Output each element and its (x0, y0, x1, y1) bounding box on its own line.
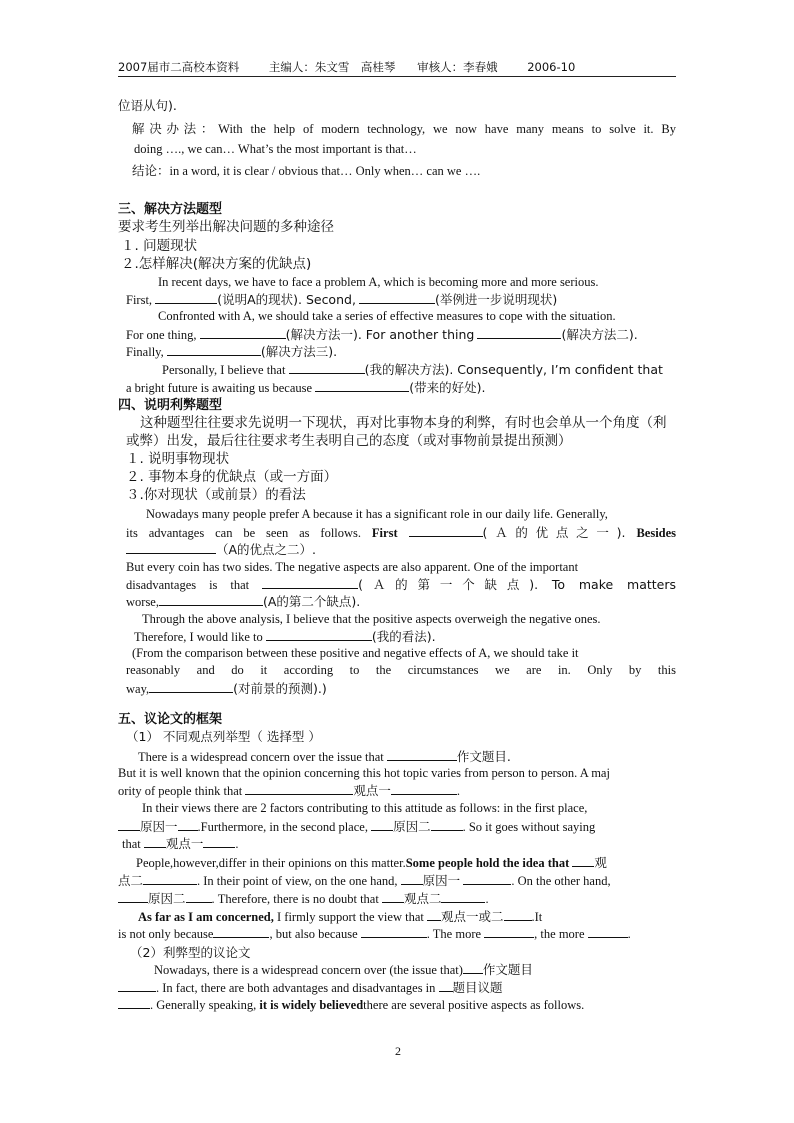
header-title: 2007届市二高校本资料 (118, 60, 240, 74)
text-line: . Generally speaking, it is widely believedthere are several positive aspects as follows. (118, 997, 676, 1014)
list-item: １. 说明事物现状 (126, 451, 230, 467)
text-line: For one thing, (解决方法一). For another thing (解决方法二). (126, 327, 638, 342)
text-line: People,however,differ in their opinions on this matter.Some people hold the idea that 观 (136, 855, 607, 870)
subsection-heading: （2）利弊型的议论文 (130, 945, 251, 960)
text-line: its advantages can be seen as follows. First (Ａ的优点之一). Besides (126, 525, 677, 540)
text-line: Nowadays many people prefer A because it has a significant role in our daily life. Generally, (146, 507, 608, 521)
text-line: As far as I am concerned, I firmly support the view that 观点一或二 .It (138, 909, 543, 924)
text-line: But every coin has two sides. The negative aspects are also apparent. One of the important (126, 560, 579, 574)
text-line: that 观点一 . (122, 836, 239, 851)
text-line: reasonably and do it according to the circumstances we are in. Only by this (126, 663, 676, 677)
text-line: Through the above analysis, I believe that the positive aspects overweigh the negative ones. (142, 612, 601, 626)
subsection-heading: （1） 不同观点列举型（ 选择型 ） (126, 729, 321, 744)
text-line: disadvantages is that (Ａ的第一个缺点). To make matters (126, 577, 676, 592)
section-heading: 三、解决方法题型 (118, 202, 223, 217)
text-line: Nowadays, there is a widespread concern over (the issue that) 作文题目 (154, 962, 533, 977)
section-heading: 五、议论文的框架 (118, 712, 223, 727)
list-item: ３.你对现状（或前景）的看法 (126, 487, 306, 503)
text-line: In recent days, we have to face a problem A, which is becoming more and more serious. (158, 275, 599, 289)
text-line: 点二 . In their point of view, on the one hand, 原因一 . On the other hand, (118, 873, 611, 888)
text-line: is not only because , but also because . The more , the more . (118, 927, 631, 941)
text-line: 位语从句). (118, 98, 177, 113)
header-date: 2006-10 (527, 60, 576, 74)
text-line: （A的优点之二）. (126, 541, 684, 559)
list-item: ２. 事物本身的优缺点（或一方面） (126, 469, 338, 485)
text-line: worse, (A的第二个缺点). (126, 594, 361, 609)
header-reviewer: 审核人：李春娥 (417, 60, 498, 74)
page-header (118, 60, 676, 77)
text-line: a bright future is awaiting us because (带来的好处). (126, 380, 486, 395)
text-line: 这种题型往往要求先说明一下现状，再对比事物本身的利弊，有时也会单从一个角度（利 (140, 415, 667, 431)
list-item: １. 问题现状 (121, 238, 198, 254)
text-line: (From the comparison between these positive and negative effects of A, we should take it (132, 646, 579, 660)
text-line: . In fact, there are both advantages and disadvantages in 题目议题 (118, 979, 676, 997)
text-line: 原因二 . Therefore, there is no doubt that 观点二 . (118, 890, 676, 908)
text-line: In their views there are 2 factors contributing to this attitude as follows: in the first place, (142, 801, 588, 815)
header-editors: 主编人：朱文雪 高桂琴 (268, 60, 396, 74)
text-line: Personally, I believe that (我的解决方法). Consequently, I’m confident that (162, 362, 663, 377)
text-line: But it is well known that the opinion concerning this hot topic varies from person to person. A maj (118, 766, 610, 780)
page-number: 2 (395, 1044, 401, 1058)
text-line: way, (对前景的预测).) (126, 681, 327, 696)
text-line: 解决办法：With the help of modern technology, we now have many means to solve it. By (132, 121, 676, 136)
text-line: doing …., we can… What’s the most important is that… (134, 142, 417, 156)
text-line: Confronted with A, we should take a series of effective measures to cope with the situation. (158, 309, 616, 323)
text-line: 原因一 .Furthermore, in the second place, 原因二 . So it goes without saying (118, 818, 676, 836)
text-line: There is a widespread concern over the issue that 作文题目. (138, 749, 511, 764)
text-line: Finally, (解决方法三). (126, 344, 338, 359)
text-line: 结论：in a word, it is clear / obvious that… Only when… can we …. (132, 163, 481, 178)
section-heading: 四、说明利弊题型 (118, 398, 223, 413)
text-line: 要求考生列举出解决问题的多种途径 (118, 219, 334, 235)
text-line: Therefore, I would like to (我的看法). (134, 629, 436, 644)
text-line: 或弊）出发，最后往往要求考生表明自己的态度（或对事物前景提出预测） (126, 433, 572, 449)
text-line: ority of people think that 观点一 . (118, 783, 461, 798)
text-line: First, (说明A的现状). Second, (举例进一步说明现状) (126, 292, 558, 307)
list-item: ２.怎样解决(解决方案的优缺点) (121, 256, 312, 272)
